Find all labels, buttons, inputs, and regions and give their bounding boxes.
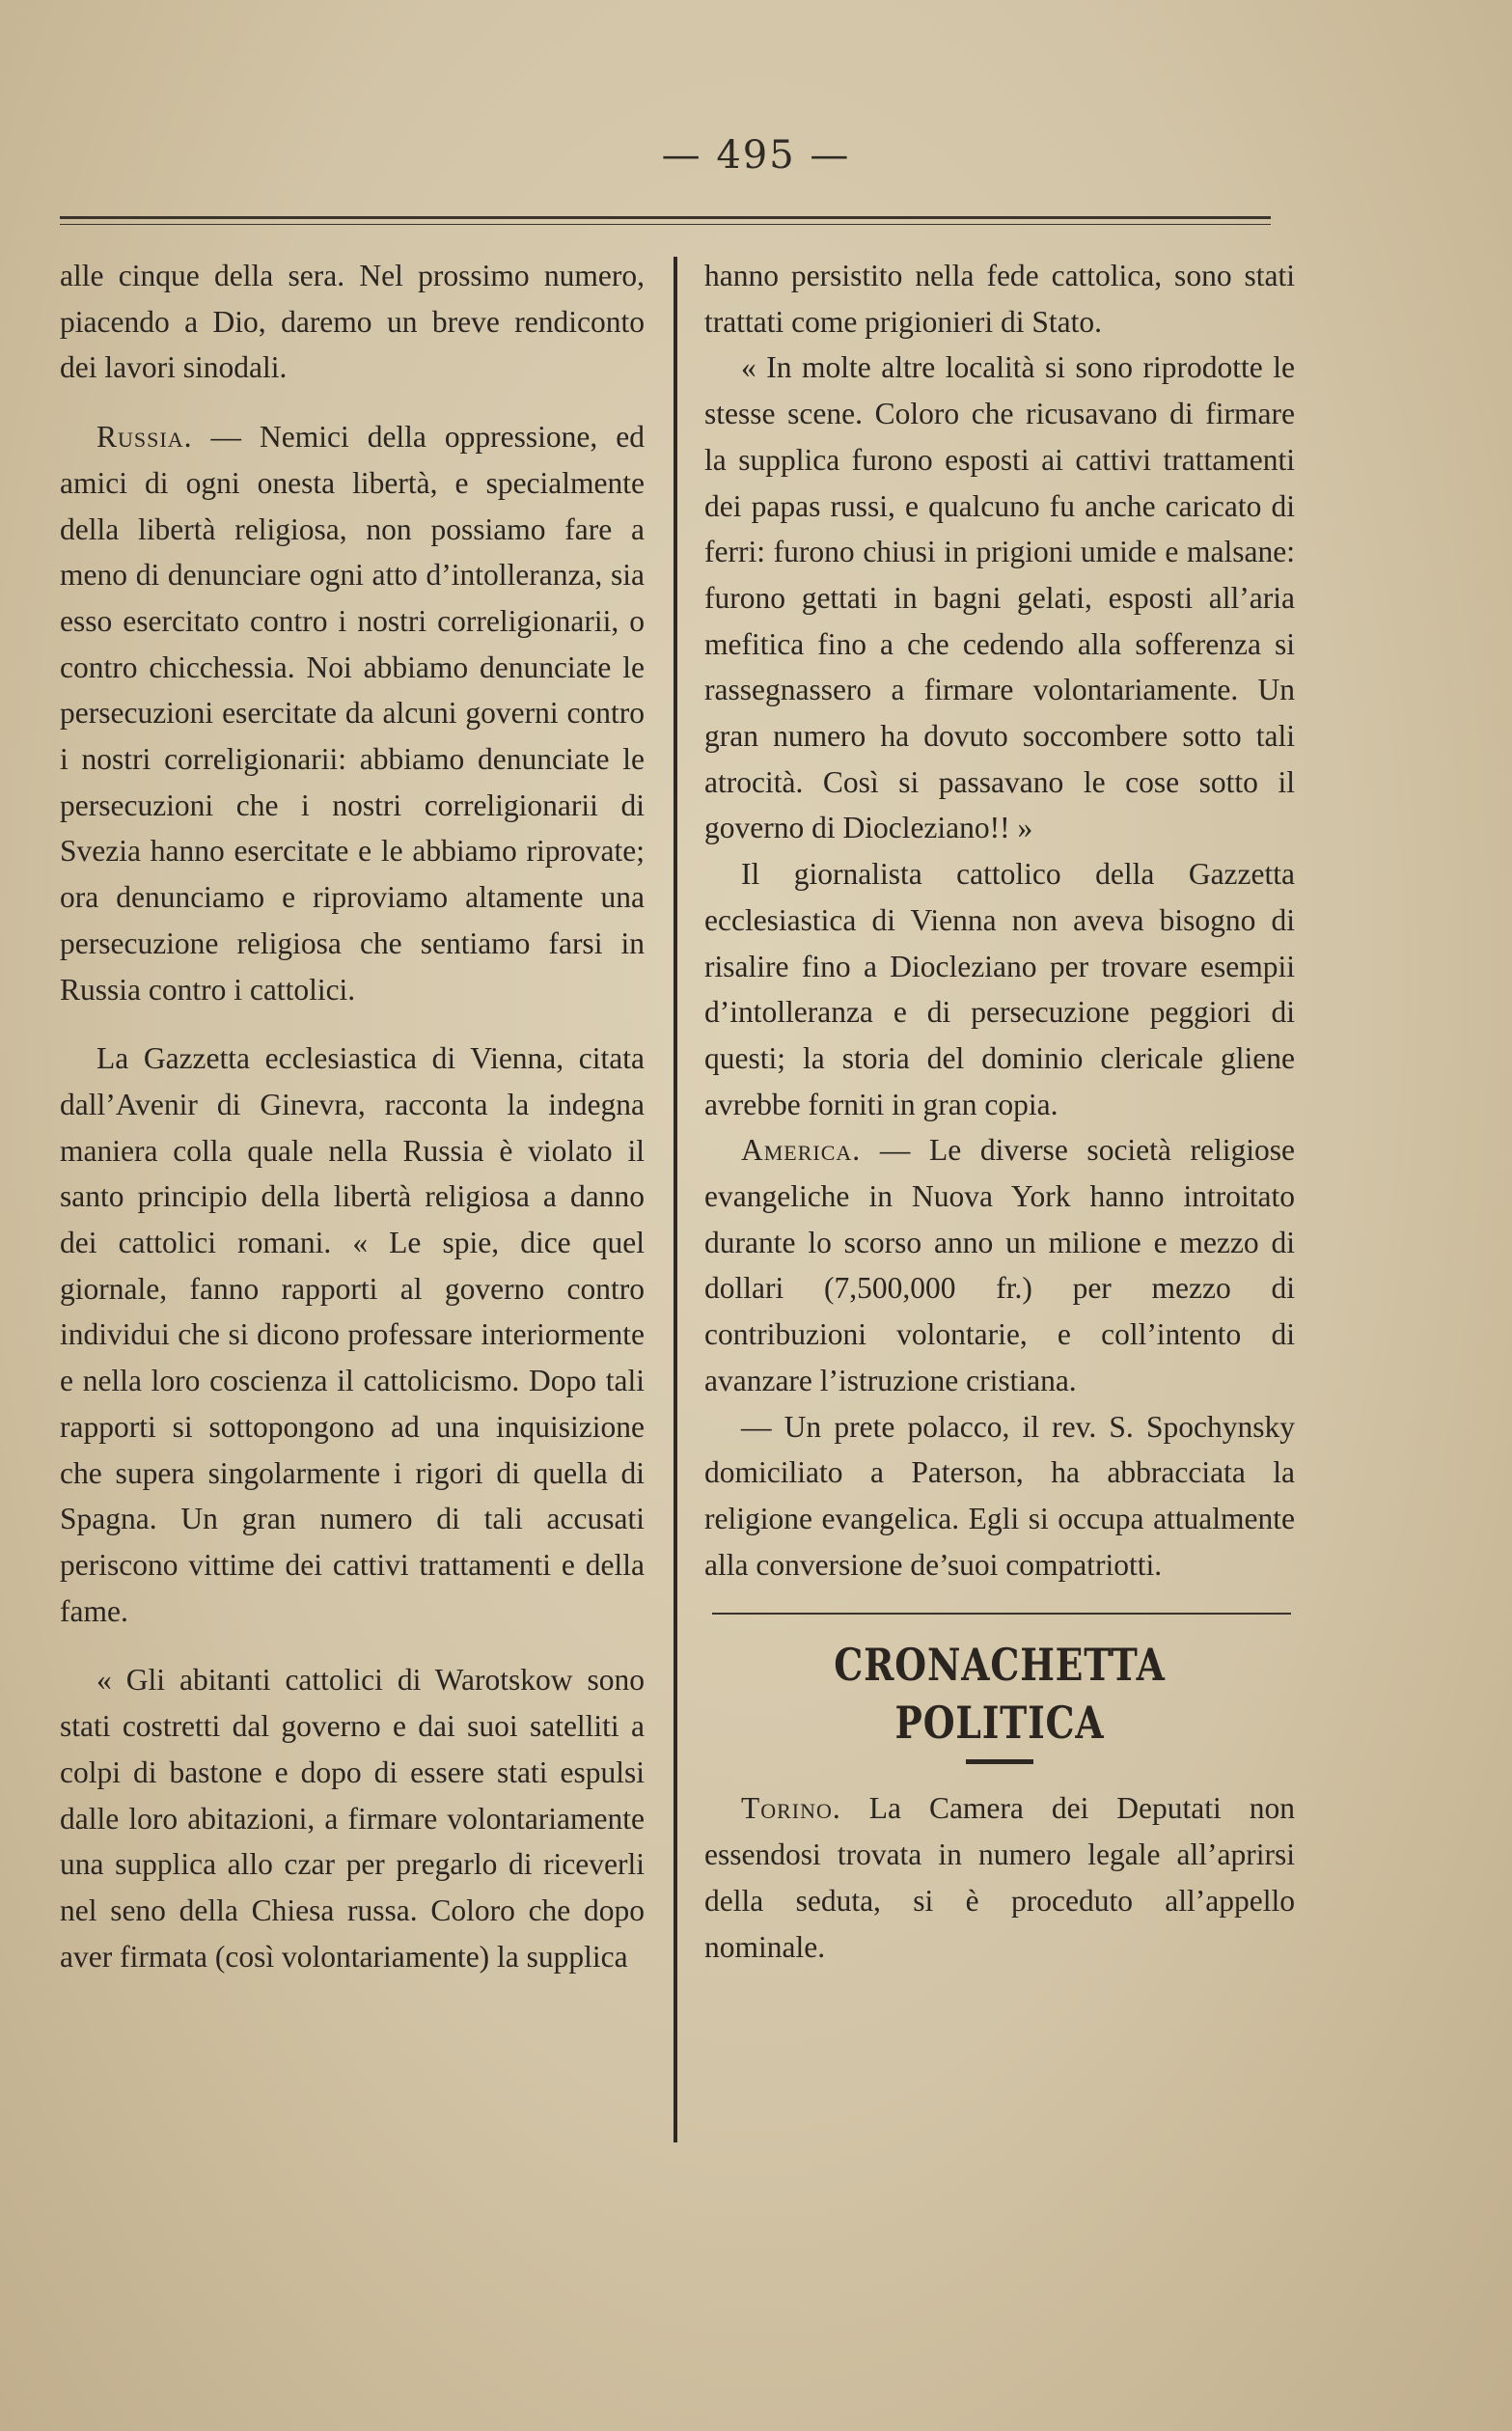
section-rule (712, 1613, 1291, 1615)
section-title: CRONACHETTA POLITICA (834, 1639, 1166, 1750)
page-number: — 495 — (661, 133, 851, 178)
header-rule (60, 216, 1271, 225)
paragraph-america: America. — Le diverse società religiose evangeliche in Nuova York hanno introitato durante lo scorso anno un milione e mezzo di dollari (7,500,000 fr.) per mezzo di contribuzioni volontarie, e coll’intento di avanzare l’istruzione cristiana. (704, 1133, 1295, 1397)
russia-heading: Russia. (96, 420, 193, 455)
right-column (704, 253, 1295, 1970)
column-divider (674, 257, 677, 2142)
paragraph-warotskow: « Gli abitanti cattolici di Warotskow sono stati costretti dal governo e dai suoi satelliti a colpi di bastone e dopo di essere stati espulsi dalle loro abitazioni, a firmare volontariamente una supplica allo czar per pregarlo di riceverli nel seno della Chiesa russa. Coloro che dopo aver firmata (così volontariamente) la supplica (60, 1663, 645, 1974)
paragraph-polish-priest: — Un prete polacco, il rev. S. Spochynsky domiciliato a Paterson, ha abbracciata la religione evangelica. Egli si occupa attualmente alla conversione de’suoi compatriotti. (704, 1409, 1295, 1582)
title-underline (966, 1759, 1033, 1764)
paragraph-prisoners: hanno persistito nella fede cattolica, sono stati trattati come prigionieri di Stato. (704, 259, 1295, 339)
paragraph-torino: Torino. La Camera dei Deputati non essendosi trovata in numero legale all’aprirsi della seduta, si è proceduto all’appello nominale. (704, 1791, 1295, 1964)
paragraph-closing-note: alle cinque della sera. Nel prossimo numero, piacendo a Dio, daremo un breve rendiconto dei lavori sinodali. (60, 259, 645, 385)
paragraph-gazzetta: La Gazzetta ecclesiastica di Vienna, citata dall’Avenir di Ginevra, racconta la indegna maniera colla quale nella Russia è violato il santo principio della libertà religiosa a danno dei cattolici romani. « Le spie, dice quel giornale, fanno rapporti al governo contro individui che si dicono professare interiormente e nella loro coscienza il cattolicismo. Dopo tali rapporti si sottopongono ad una inquisizione che supera singolarmente i rigori di quella di Spagna. Un gran numero di tali accusati periscono vittime dei cattivi trattamenti e della fame. (60, 1041, 645, 1628)
torino-heading: Torino. (741, 1791, 841, 1826)
america-heading: America. (741, 1133, 862, 1168)
paragraph-journalist: Il giornalista cattolico della Gazzetta ecclesiastica di Vienna non aveva bisogno di risalire fino a Diocleziano per trovare esempii d’intolleranza e di persecuzione peggiori di questi; la storia del dominio clericale gliene avrebbe forniti in gran copia. (704, 857, 1295, 1121)
paragraph-russia: Russia. — Nemici della oppressione, ed amici di ogni onesta libertà, e specialmente della libertà religiosa, non possiamo fare a meno di denunciare ogni atto d’intolleranza, sia esso esercitato contro i nostri correligionarii, o contro chicchessia. Noi abbiamo denunciate le persecuzioni esercitate da alcuni governi contro i nostri correligionarii: abbiamo denunciate le persecuzioni che i nostri correligionarii di Svezia hanno esercitate e le abbiamo riprovate; ora denunciamo e riproviamo altamente una persecuzione religiosa che sentiamo farsi in Russia contro i cattolici. (60, 420, 645, 1007)
paragraph-other-localities: « In molte altre località si sono riprodotte le stesse scene. Coloro che ricusavano di firmare la supplica furono esposti ai cattivi trattamenti dei papas russi, e qualcuno fu anche caricato di ferri: furono chiusi in prigioni umide e malsane: furono gettati in bagni gelati, esposti all’aria mefitica fino a che cedendo alla sofferenza si rassegnassero a firmare volontariamente. Un gran numero ha dovuto soccombere sotto tali atrocità. Così si passavano le cose sotto il governo di Diocleziano!! » (704, 350, 1295, 845)
left-column (60, 253, 645, 1979)
